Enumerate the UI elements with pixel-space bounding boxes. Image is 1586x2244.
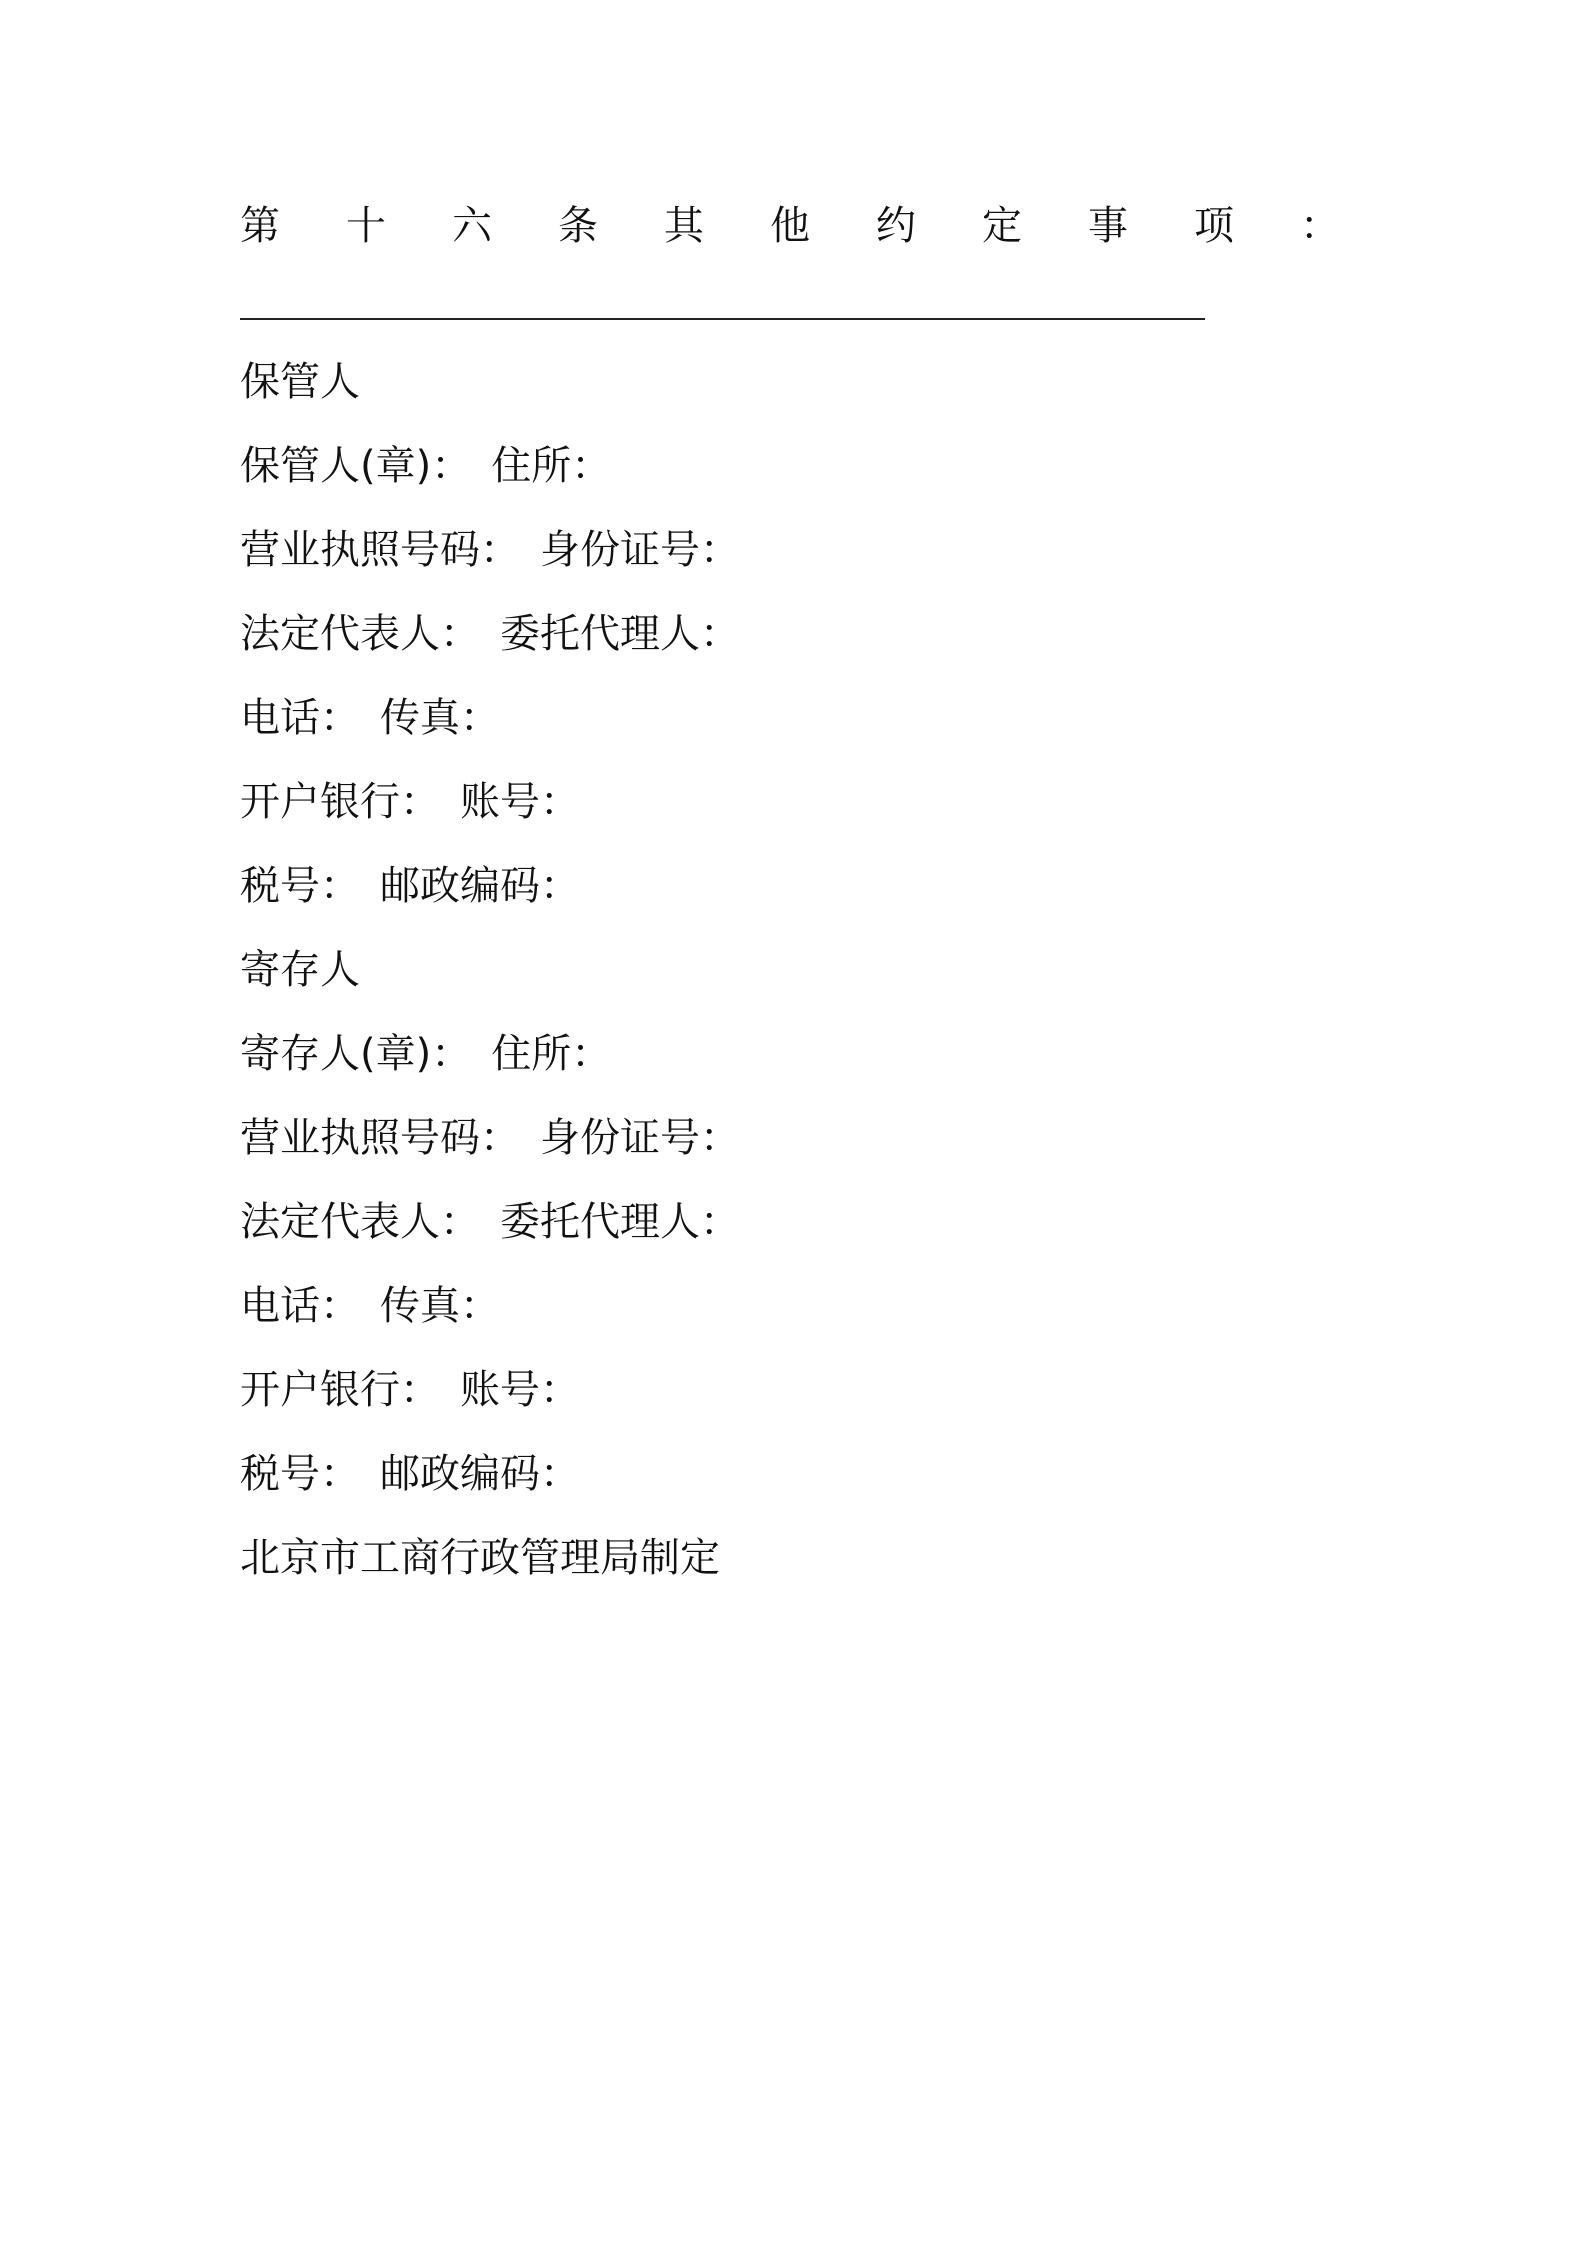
depositor-postal-code-label: 邮政编码： (380, 1451, 580, 1497)
depositor-phone-fax-row (240, 1264, 1350, 1348)
custodian-tax-postal-row (240, 844, 1350, 928)
custodian-license-id-row (240, 508, 1350, 592)
issuer-footer: 北京市工商行政管理局制定 (240, 1535, 720, 1581)
depositor-tax-number-label: 税号： (240, 1451, 360, 1497)
custodian-postal-code-label: 邮政编码： (380, 863, 580, 909)
custodian-seal-address-row (240, 424, 1350, 508)
heading-char: 六 (452, 203, 492, 249)
depositor-id-number-label: 身份证号： (540, 1115, 740, 1161)
custodian-phone-fax-row (240, 676, 1350, 760)
depositor-business-license-label: 营业执照号码： (240, 1115, 520, 1161)
heading-char: 十 (346, 203, 386, 249)
depositor-section-heading: 寄存人 (240, 947, 360, 993)
custodian-account-label: 账号： (460, 779, 580, 825)
heading-char: 条 (558, 203, 598, 249)
depositor-phone-label: 电话： (240, 1283, 360, 1329)
depositor-tax-postal-row (240, 1432, 1350, 1516)
fill-in-blank-line (240, 318, 1205, 320)
depositor-representative-row (240, 1180, 1350, 1264)
depositor-account-label: 账号： (460, 1367, 580, 1413)
heading-char: ： (1300, 203, 1340, 249)
depositor-license-id-row (240, 1096, 1350, 1180)
custodian-address-label: 住所： (491, 443, 612, 489)
custodian-phone-label: 电话： (240, 695, 360, 741)
custodian-authorized-agent-label: 委托代理人： (500, 611, 740, 657)
heading-char: 约 (876, 203, 916, 249)
custodian-tax-number-label: 税号： (240, 863, 360, 909)
custodian-representative-row (240, 592, 1350, 676)
depositor-legal-representative-label: 法定代表人： (240, 1199, 480, 1245)
depositor-address-label: 住所： (491, 1031, 612, 1077)
custodian-fax-label: 传真： (380, 695, 500, 741)
document-content (240, 190, 1350, 1600)
heading-char: 他 (770, 203, 810, 249)
depositor-fax-label: 传真： (380, 1283, 500, 1329)
custodian-bank-label: 开户银行： (240, 779, 440, 825)
depositor-authorized-agent-label: 委托代理人： (500, 1199, 740, 1245)
custodian-legal-representative-label: 法定代表人： (240, 611, 480, 657)
custodian-seal-label: 保管人(章)： (240, 443, 472, 489)
heading-char: 第 (240, 203, 280, 249)
depositor-seal-label: 寄存人(章)： (240, 1031, 472, 1077)
heading-char: 事 (1088, 203, 1128, 249)
heading-char: 定 (982, 203, 1022, 249)
depositor-bank-account-row (240, 1348, 1350, 1432)
heading-char: 其 (664, 203, 704, 249)
depositor-seal-address-row (240, 1012, 1350, 1096)
custodian-bank-account-row (240, 760, 1350, 844)
custodian-id-number-label: 身份证号： (540, 527, 740, 573)
article-16-heading (240, 190, 1340, 262)
depositor-bank-label: 开户银行： (240, 1367, 440, 1413)
custodian-section-heading: 保管人 (240, 359, 360, 405)
custodian-business-license-label: 营业执照号码： (240, 527, 520, 573)
heading-char: 项 (1194, 203, 1234, 249)
